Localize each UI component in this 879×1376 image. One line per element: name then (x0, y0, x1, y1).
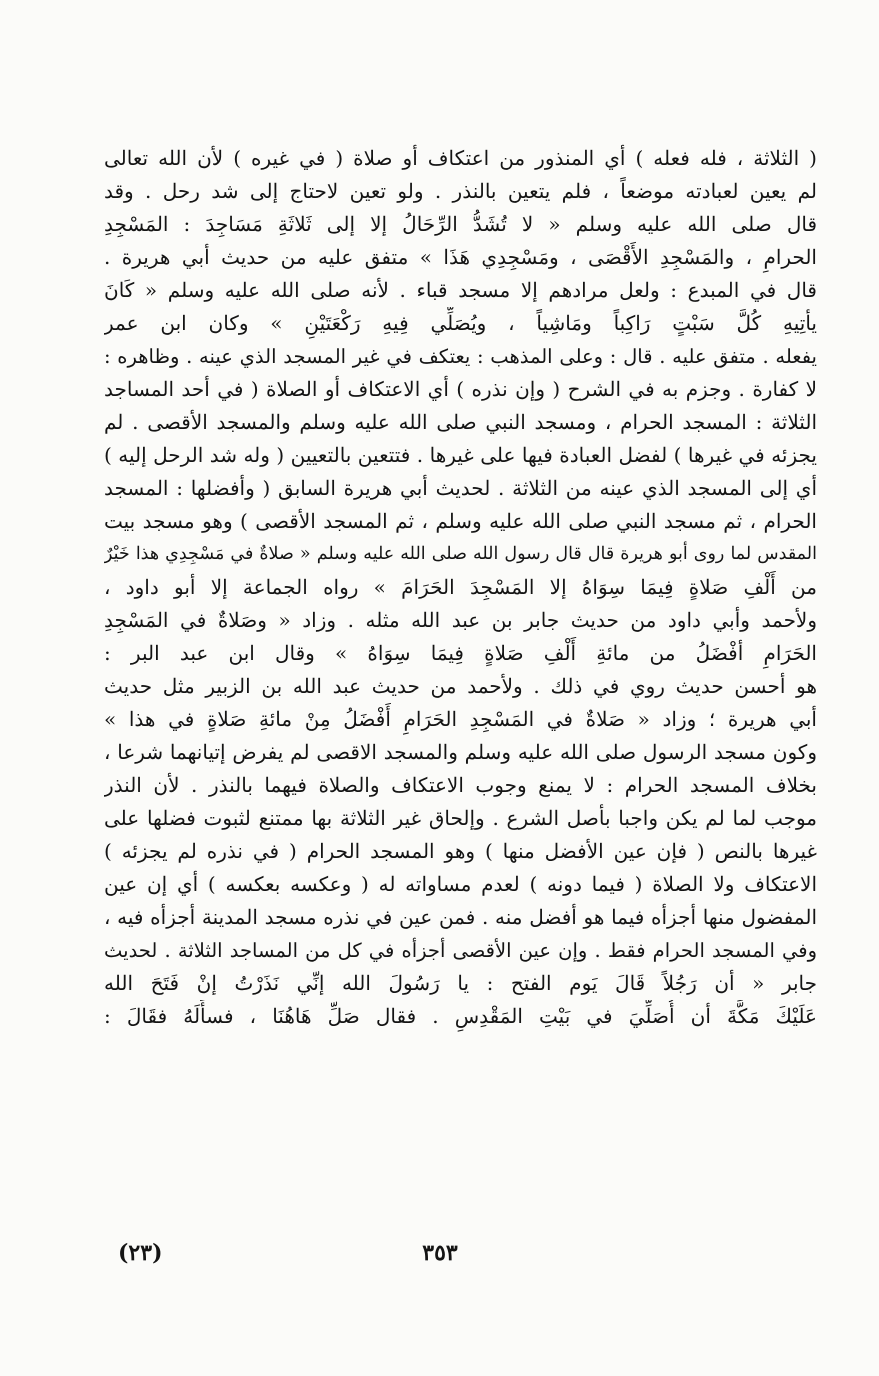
text-line: الاعتكاف ولا الصلاة ( فيما دونه ) لعدم مساواته له ( وعكسه بعكسه ) أي إن عين (104, 872, 817, 896)
text-line: وفي المسجد الحرام فقط . وإن عين الأقصى أجزأه في كل من المساجد الثلاثة . لحديث (104, 939, 817, 962)
body-text (104, 142, 817, 1033)
text-line: بخلاف المسجد الحرام : لا يمنع وجوب الاعتكاف والصلاة فيهما بالنذر . لأن النذر (104, 773, 817, 797)
section-number: (٢٣) (118, 1240, 163, 1266)
text-line: يفعله . متفق عليه . قال : وعلى المذهب : يعتكف في غير المسجد الذي عينه . وظاهره : (104, 345, 817, 368)
text-line: يجزئه في غيرها ) لفضل العبادة فيها على غيرها . فتتعين بالتعيين ( وله شد الرحل إليه ) (104, 443, 817, 467)
text-line: الحرامِ ، والمَسْجِدِ الأَقْصَى ، ومَسْجِدِي هَذَا » متفق عليه من حديث أبي هريرة . (104, 245, 817, 269)
text-line: المفضول منها أجزأه فيما هو أفضل منه . فمن عين في نذره مسجد المدينة أجزأه فيه ، (104, 905, 817, 929)
text-line: أبي هريرة ؛ وزاد « صَلاةٌ في المَسْجِدِ الحَرَامِ أَفْضَلُ مِنْ مائةِ صَلاةٍ في هذا » (104, 707, 817, 731)
page-number: ٣٥٣ (422, 1240, 458, 1266)
text-line: جابر « أن رَجُلاً قَالَ يَوم الفتح : يا رَسُولَ الله إنِّي نَذَرْتُ إنْ فَتَحَ الله (104, 971, 817, 995)
text-line: قال في المبدع : ولعل مرادهم إلا مسجد قباء . لأنه صلى الله عليه وسلم « كَانَ (104, 278, 817, 302)
text-line: الحَرَامِ أفْضَلُ من مائةِ أَلْفِ صَلاةٍ فِيمَا سِوَاهُ » وقال ابن عبد البر : (104, 641, 817, 665)
text-line: الثلاثة : المسجد الحرام ، ومسجد النبي صلى الله عليه وسلم والمسجد الأقصى . لم (104, 410, 817, 434)
text-line: المقدس لما روى أبو هريرة قال قال رسول الله صلى الله عليه وسلم « صلاةٌ في مَسْجِدِي هذا خَيْرٌ (104, 544, 817, 564)
text-line: موجب لما لم يكن واجبا بأصل الشرع . وإلحاق غير الثلاثة بها ممتنع لثبوت فضلها على (104, 806, 817, 830)
text-line: وكون مسجد الرسول صلى الله عليه وسلم والمسجد الاقصى لم يفرض إتيانهما شرعا ، (104, 740, 817, 764)
text-line: هو أحسن حديث روي في ذلك . ولأحمد من حديث عبد الله بن الزبير مثل حديث (104, 674, 817, 698)
text-line: لا كفارة . وجزم به في الشرح ( وإن نذره ) أي الاعتكاف أو الصلاة ( في أحد المساجد (104, 377, 817, 401)
text-line: الحرام ، ثم مسجد النبي صلى الله عليه وسلم ، ثم المسجد الأقصى ) وهو مسجد بيت (104, 509, 817, 533)
text-line: عَلَيْكَ مَكَّةَ أن أُصَلِّيَ في بَيْتِ المَقْدِسِ . فقال صَلِّ هَاهُنَا ، فسأَلَهُ فقَالَ : (104, 1004, 817, 1028)
text-line: يأتِيهِ كُلَّ سَبْتٍ رَاكِباً ومَاشِياً ، ويُصَلِّي فِيهِ رَكْعَتَيْنِ » وكان ابن عمر (104, 311, 817, 335)
text-line: أي إلى المسجد الذي عينه من الثلاثة . لحديث أبي هريرة السابق ( وأفضلها : المسجد (104, 476, 817, 500)
text-line: قال صلى الله عليه وسلم « لا تُشَدُّ الرِّحَالُ إلا إلى ثَلاثَةِ مَسَاجِدَ : المَسْجِدِ (104, 212, 817, 236)
text-line: من أَلْفِ صَلاةٍ فِيمَا سِوَاهُ إلا المَسْجِدَ الحَرَامَ » رواه الجماعة إلا أبو داود ، (104, 575, 817, 599)
text-line: لم يعين لعبادته موضعاً ، فلم يتعين بالنذر . ولو تعين لاحتاج إلى شد رحل . وقد (104, 179, 817, 203)
text-line: ( الثلاثة ، فله فعله ) أي المنذور من اعتكاف أو صلاة ( في غيره ) لأن الله تعالى (104, 146, 817, 170)
text-line: ولأحمد وأبي داود من حديث جابر بن عبد الله مثله . وزاد « وصَلاةٌ في المَسْجِدِ (104, 608, 817, 632)
text-line: غيرها بالنص ( فإن عين الأفضل منها ) وهو المسجد الحرام ( في نذره لم يجزئه ) (104, 839, 817, 863)
